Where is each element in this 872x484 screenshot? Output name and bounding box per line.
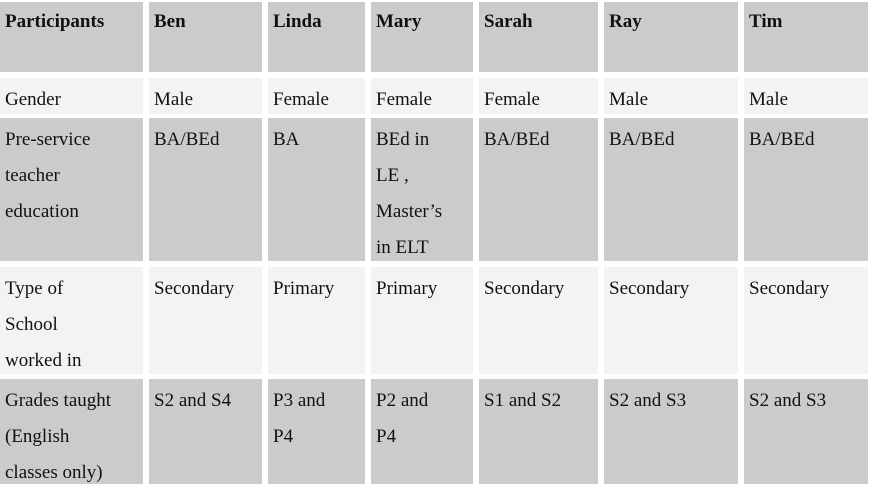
table-row (0, 78, 872, 114)
table-cell: Female (371, 78, 473, 114)
table-cell: BEd in LE , Master’s in ELT (371, 118, 473, 261)
table-cell: P3 and P4 (268, 379, 365, 484)
header-mary: Mary (371, 2, 473, 72)
header-ben: Ben (149, 2, 262, 72)
header-tim: Tim (744, 2, 868, 72)
table-row (0, 267, 872, 374)
table-cell: BA/BEd (604, 118, 738, 261)
row-label-pre-service: Pre-service teacher education (0, 118, 143, 261)
table-cell: Secondary (604, 267, 738, 374)
row-label-gender: Gender (0, 78, 143, 114)
table-cell: S2 and S3 (744, 379, 868, 484)
table-cell: Male (744, 78, 868, 114)
header-ray: Ray (604, 2, 738, 72)
table-cell: Male (149, 78, 262, 114)
table-cell: S2 and S3 (604, 379, 738, 484)
table-header-row (0, 2, 872, 72)
table-cell: Secondary (744, 267, 868, 374)
header-sarah: Sarah (479, 2, 598, 72)
header-linda: Linda (268, 2, 365, 72)
table-cell: S2 and S4 (149, 379, 262, 484)
table-cell: BA/BEd (149, 118, 262, 261)
row-label-grades-taught: Grades taught (English classes only) (0, 379, 143, 484)
table-cell: Female (479, 78, 598, 114)
table-cell: Male (604, 78, 738, 114)
table-cell: BA/BEd (479, 118, 598, 261)
table-cell: Secondary (479, 267, 598, 374)
table-cell: Primary (371, 267, 473, 374)
table-cell: Secondary (149, 267, 262, 374)
table-cell: Female (268, 78, 365, 114)
table-cell: BA (268, 118, 365, 261)
table-cell: BA/BEd (744, 118, 868, 261)
table-row (0, 379, 872, 484)
table-cell: S1 and S2 (479, 379, 598, 484)
row-label-school-type: Type of School worked in (0, 267, 143, 374)
table-cell: P2 and P4 (371, 379, 473, 484)
table-cell: Primary (268, 267, 365, 374)
header-participants: Participants (0, 2, 143, 72)
table-row (0, 118, 872, 261)
